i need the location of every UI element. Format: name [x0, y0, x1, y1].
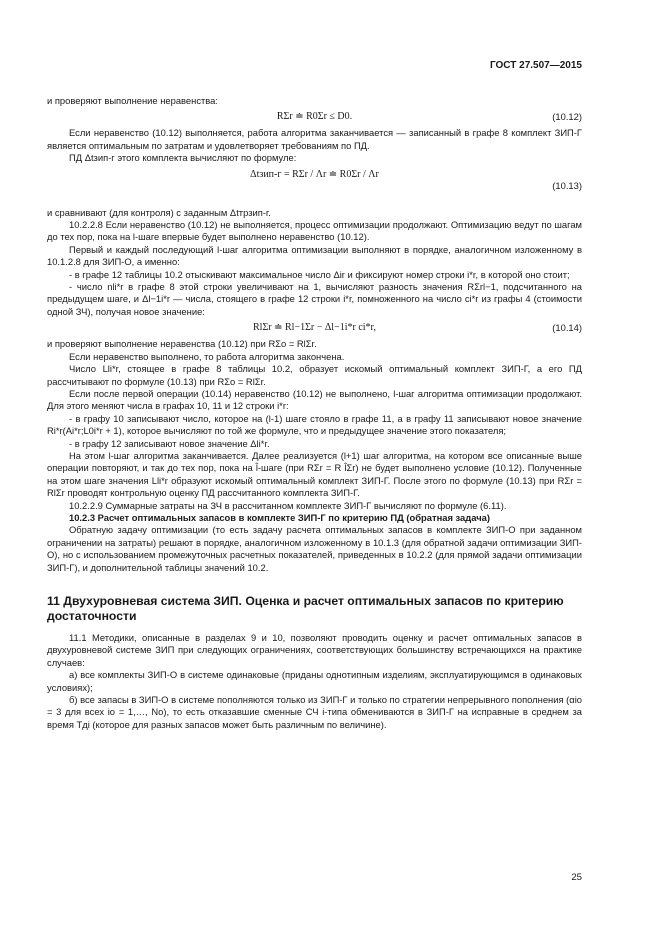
formula-10-14: [47, 318, 582, 338]
paragraph: и проверяют выполнение неравенства (10.12) при RΣо = RlΣr.: [47, 338, 317, 350]
paragraph: Первый и каждый последующий l-шаг алгоритма оптимизации выполняют в порядке, аналогичном изложенному в 10.1.2.8 для ЗИП-О, а именно:: [47, 243, 582, 268]
paragraph: - в графу 12 записывают новое значение Δli*r.: [69, 437, 270, 449]
paragraph: - в графе 12 таблицы 10.2 отыскивают максимальное число Δir и фиксируют номер строки i*r, в которой оно стоит;: [69, 268, 570, 280]
list-item: б) все запасы в ЗИП-О в системе пополняются только из ЗИП-Г и только по стратегии непрерывного пополнения (αio = 3 для всех io = 1,…, No), то есть отказавшие сменные СЧ i-типа обмениваются в ЗИП-Г на исправные в среднем за время Tдi (которое для разных запасов может быть различным по величине).: [47, 694, 582, 730]
list-item: а) все комплекты ЗИП-О в системе одинаковые (приданы однотипным изделиям, эксплуатирующимся в одинаковых условиях);: [47, 669, 582, 693]
page-number: 25: [571, 872, 582, 883]
paragraph: и проверяют выполнение неравенства:: [47, 95, 219, 106]
paragraph: На этом l-шаг алгоритма заканчивается. Далее реализуется (l+1) шаг алгоритма, на котором все описанные выше операции повторяют, и так до тех пор, пока на l̂-шаге (при RΣr = R l̂Σr) не будет выполнено условие (10.12). Полученные на этом шаге значения Lli*r образуют искомый оптимальный комплект ЗИП-Г. После этого по формуле (10.13) при RΣr = RlΣr проводят контрольную оценку ПД рассчитанного комплекта ЗИП-Г.: [47, 449, 582, 499]
section-title: 11 Двухуровневая система ЗИП. Оценка и расчет оптимальных запасов по критерию достаточности: [47, 594, 564, 623]
equation-number: (10.12): [552, 111, 582, 123]
formula-10-13: [47, 165, 582, 207]
equation-number: (10.14): [552, 322, 582, 334]
paragraph: ПД Δtзип-г этого комплекта вычисляют по формуле:: [69, 152, 297, 164]
paragraph: 10.2.2.9 Суммарные затраты на ЗЧ в рассчитанном комплекте ЗИП-Г вычисляют по формуле (6.11).: [69, 499, 507, 511]
paragraph: - число nli*r в графе 8 этой строки увеличивают на 1, вычисляют разность значения RΣrl−1, подсчитанного на предыдущем шаге, и Δl−1i*r — числа, стоящего в графе 12 строки i*r, помноженного на число ci*r из графы 4 (стоимости одной ЗЧ), получая новое значение:: [47, 281, 582, 317]
paragraph: Если после первой операции (10.14) неравенство (10.12) не выполнено, l-шаг алгоритма оптимизации продолжают. Для этого меняют числа в графах 10, 11 и 12 строки i*r:: [47, 387, 582, 412]
paragraph: Если неравенство выполнено, то работа алгоритма закончена.: [69, 350, 345, 362]
paragraph: Обратную задачу оптимизации (то есть задачу расчета оптимальных запасов в комплекте ЗИП-О при заданном ограничении на затраты) решают в порядке, аналогичном изложенному в 10.1.3 (для обратной задачи оптимизации ЗИП-О), но с использованием промежуточных расчетных показателей, приведенных в 10.2.2 (для прямой задачи оптимизации ЗИП-Г), и дополнительной таблицы значений 10.2.: [47, 524, 582, 573]
formula-expression: RlΣr ≐ Rl−1Σr − Δl−1i*r ci*r,: [253, 322, 376, 334]
paragraph: Число Lli*r, стоящее в графе 8 таблицы 10.2, образует искомый оптимальный комплект ЗИП-Г, а его ПД рассчитывают по формуле (10.13) при RΣо = RlΣr.: [47, 363, 582, 387]
subsection-heading: 10.2.3 Расчет оптимальных запасов в комплекте ЗИП-Г по критерию ПД (обратная задача): [69, 511, 490, 523]
equation-number: (10.13): [552, 179, 582, 191]
document-header: ГОСТ 27.507—2015: [489, 60, 582, 71]
paragraph: Если неравенство (10.12) выполняется, работа алгоритма заканчивается — записанный в графе 8 комплект ЗИП-Г является оптимальным по затратам и удовлетворяет требованиям по ПД.: [47, 127, 582, 151]
formula-10-12: [47, 107, 582, 127]
paragraph: 11.1 Методики, описанные в разделах 9 и 10, позволяют проводить оценку и расчет оптимальных запасов в двухуровневой системе ЗИП при следующих ограничениях, соответствующих большинству встречающихся на практике случаев:: [47, 632, 582, 668]
formula-expression: Δtзип-г = RΣr / Λr ≐ R0Σr / Λr: [250, 168, 379, 180]
formula-expression: RΣr ≐ R0Σr ≤ D0.: [276, 111, 353, 123]
paragraph: - в графу 10 записывают число, которое на (l-1) шаге стояло в графе 11, а в графу 11 записывают новое значение Ri*r(Ai*r;L0i*r + 1), которое вычисляют по той же формуле, что и предыдущее значение этого показателя;: [47, 412, 582, 437]
paragraph: и сравнивают (для контроля) с заданным Δtтрзип-г.: [47, 206, 271, 218]
paragraph: 10.2.2.8 Если неравенство (10.12) не выполняется, процесс оптимизации продолжают. Оптимизацию ведут по шагам до тех пор, пока на l-шаге впервые будет выполнено неравенство (10.12).: [47, 219, 582, 243]
